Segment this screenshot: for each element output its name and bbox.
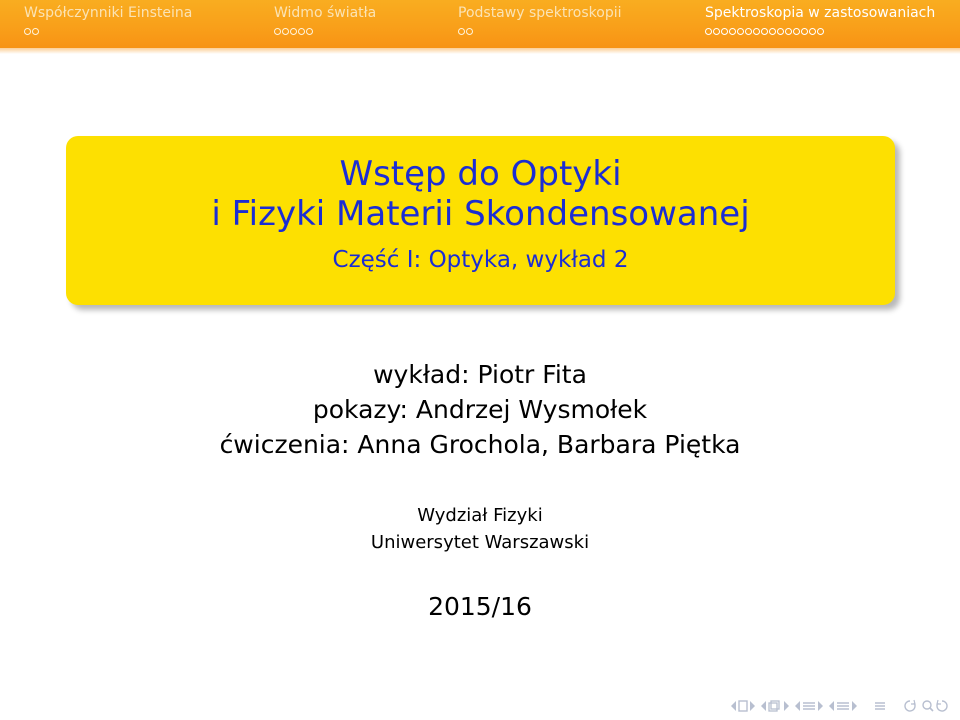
slide-dot[interactable] xyxy=(466,28,473,35)
slide-dot[interactable] xyxy=(761,28,768,35)
slide-dot[interactable] xyxy=(306,28,313,35)
slide-dot[interactable] xyxy=(713,28,720,35)
slide-dot[interactable] xyxy=(705,28,712,35)
nav-section-spectroscopy-applications[interactable] xyxy=(705,4,935,38)
title-line-1: Wstęp do Optyki xyxy=(339,154,622,194)
nav-section-label[interactable]: Spektroskopia w zastosowaniach xyxy=(705,5,936,21)
nav-slide-dots xyxy=(458,28,621,38)
slide-dot[interactable] xyxy=(801,28,808,35)
author-demos: pokazy: Andrzej Wysmołek xyxy=(312,395,648,424)
nav-section-light-spectrum[interactable] xyxy=(274,4,376,38)
nav-section-label[interactable]: Widmo światła xyxy=(274,5,377,21)
slide-back-icon[interactable] xyxy=(730,699,756,713)
nav-slide-dots xyxy=(705,28,935,38)
slide-dot[interactable] xyxy=(274,28,281,35)
nav-section-einstein-coefficients[interactable] xyxy=(24,4,192,38)
slide-dot[interactable] xyxy=(745,28,752,35)
nav-section-spectroscopy-basics[interactable] xyxy=(458,4,621,38)
slide-dot[interactable] xyxy=(753,28,760,35)
slide-dot[interactable] xyxy=(32,28,39,35)
nav-section-label[interactable]: Podstawy spektroskopii xyxy=(458,5,622,21)
slide-dot[interactable] xyxy=(777,28,784,35)
institute-university: Uniwersytet Warszawski xyxy=(370,532,590,553)
slide-dot[interactable] xyxy=(793,28,800,35)
nav-slide-dots xyxy=(274,28,376,38)
slide-dot[interactable] xyxy=(458,28,465,35)
slide-dot[interactable] xyxy=(817,28,824,35)
subtitle: Część I: Optyka, wykład 2 xyxy=(332,247,629,273)
slide-dot[interactable] xyxy=(729,28,736,35)
slide-dot[interactable] xyxy=(721,28,728,35)
navigation-symbols xyxy=(730,696,954,716)
section-navigation-bar xyxy=(0,0,960,48)
title-block xyxy=(66,136,895,305)
nav-slide-dots xyxy=(24,28,192,38)
authors xyxy=(0,357,960,462)
institute-faculty: Wydział Fizyki xyxy=(417,505,543,526)
slide-dot[interactable] xyxy=(290,28,297,35)
slide-dot[interactable] xyxy=(809,28,816,35)
slide-dot[interactable] xyxy=(737,28,744,35)
date: 2015/16 xyxy=(428,592,532,621)
section-back-icon[interactable] xyxy=(828,699,858,713)
search-icon[interactable] xyxy=(902,698,954,714)
slide-dot[interactable] xyxy=(24,28,31,35)
title-line-2: i Fizyki Materii Skondensowanej xyxy=(211,194,750,234)
author-lecture: wykład: Piotr Fita xyxy=(373,360,587,389)
slide-dot[interactable] xyxy=(282,28,289,35)
nav-section-label[interactable]: Współczynniki Einsteina xyxy=(24,5,193,21)
author-exercises: ćwiczenia: Anna Grochola, Barbara Piętka xyxy=(219,430,741,459)
slide-dot[interactable] xyxy=(769,28,776,35)
slide-dot[interactable] xyxy=(298,28,305,35)
institute xyxy=(0,502,960,556)
slide-dot[interactable] xyxy=(785,28,792,35)
subsection-back-icon[interactable] xyxy=(794,699,824,713)
frame-back-icon[interactable] xyxy=(760,698,790,714)
align-icon[interactable] xyxy=(874,699,886,713)
